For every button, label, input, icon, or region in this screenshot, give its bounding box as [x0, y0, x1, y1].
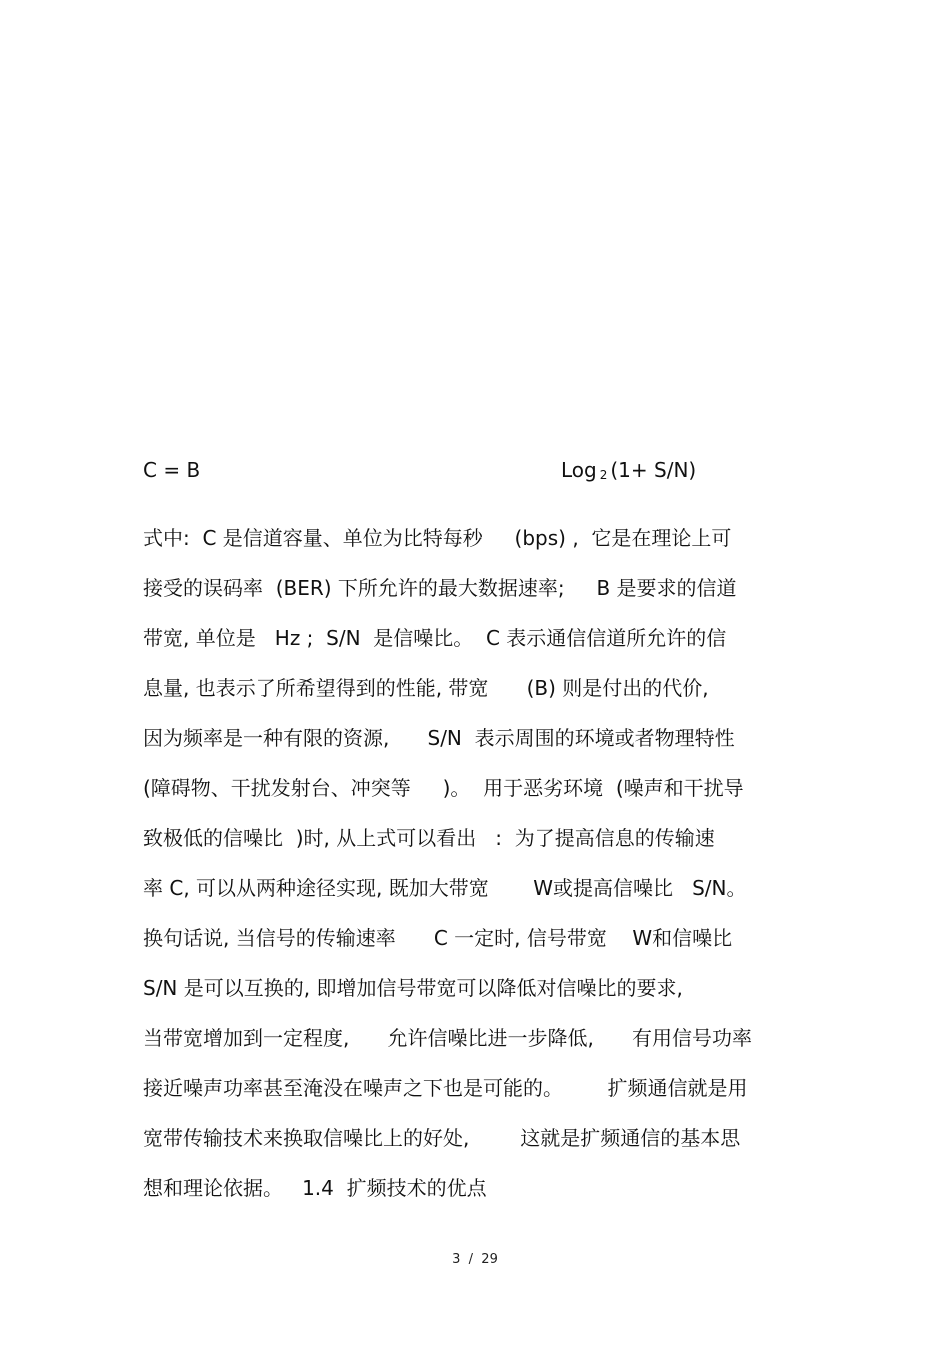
shannon-formula	[143, 455, 803, 485]
text-line: 率 C, 可以从两种途径实现, 既加大带宽 W或提高信噪比 S/N。	[143, 876, 747, 900]
page-number: 3 / 29	[452, 1252, 498, 1267]
text-line: S/N 是可以互换的, 即增加信号带宽可以降低对信噪比的要求,	[143, 976, 683, 1000]
text-line: 想和理论依据。 1.4 扩频技术的优点	[143, 1176, 487, 1200]
text-line: 带宽, 单位是 Hz ; S/N 是信噪比。 C 表示通信信道所允许的信	[143, 626, 727, 650]
text-line: 当带宽增加到一定程度, 允许信噪比进一步降低, 有用信号功率	[143, 1026, 753, 1050]
body-paragraph	[143, 518, 823, 1218]
formula-argument: (1+ S/N)	[610, 458, 697, 482]
formula-right-side	[561, 455, 696, 490]
text-line: 接受的误码率 (BER) 下所允许的最大数据速率; B 是要求的信道	[143, 576, 737, 600]
formula-log-base: 2	[599, 468, 608, 482]
text-line: (障碍物、干扰发射台、冲突等 )。 用于恶劣环境 (噪声和干扰导	[143, 776, 744, 800]
formula-left-side: C = B	[143, 458, 201, 482]
text-line: 宽带传输技术来换取信噪比上的好处, 这就是扩频通信的基本思	[143, 1126, 741, 1150]
text-line: 式中: C 是信道容量、单位为比特每秒 (bps) , 它是在理论上可	[143, 526, 732, 550]
formula-log: Log	[561, 458, 597, 482]
text-line: 换句话说, 当信号的传输速率 C 一定时, 信号带宽 W和信噪比	[143, 926, 733, 950]
text-line: 接近噪声功率甚至淹没在噪声之下也是可能的。 扩频通信就是用	[143, 1076, 748, 1100]
text-line: 息量, 也表示了所希望得到的性能, 带宽 (B) 则是付出的代价,	[143, 676, 709, 700]
text-line: 致极低的信噪比 )时, 从上式可以看出 : 为了提高信息的传输速	[143, 826, 715, 850]
text-line: 因为频率是一种有限的资源, S/N 表示周围的环境或者物理特性	[143, 726, 735, 750]
